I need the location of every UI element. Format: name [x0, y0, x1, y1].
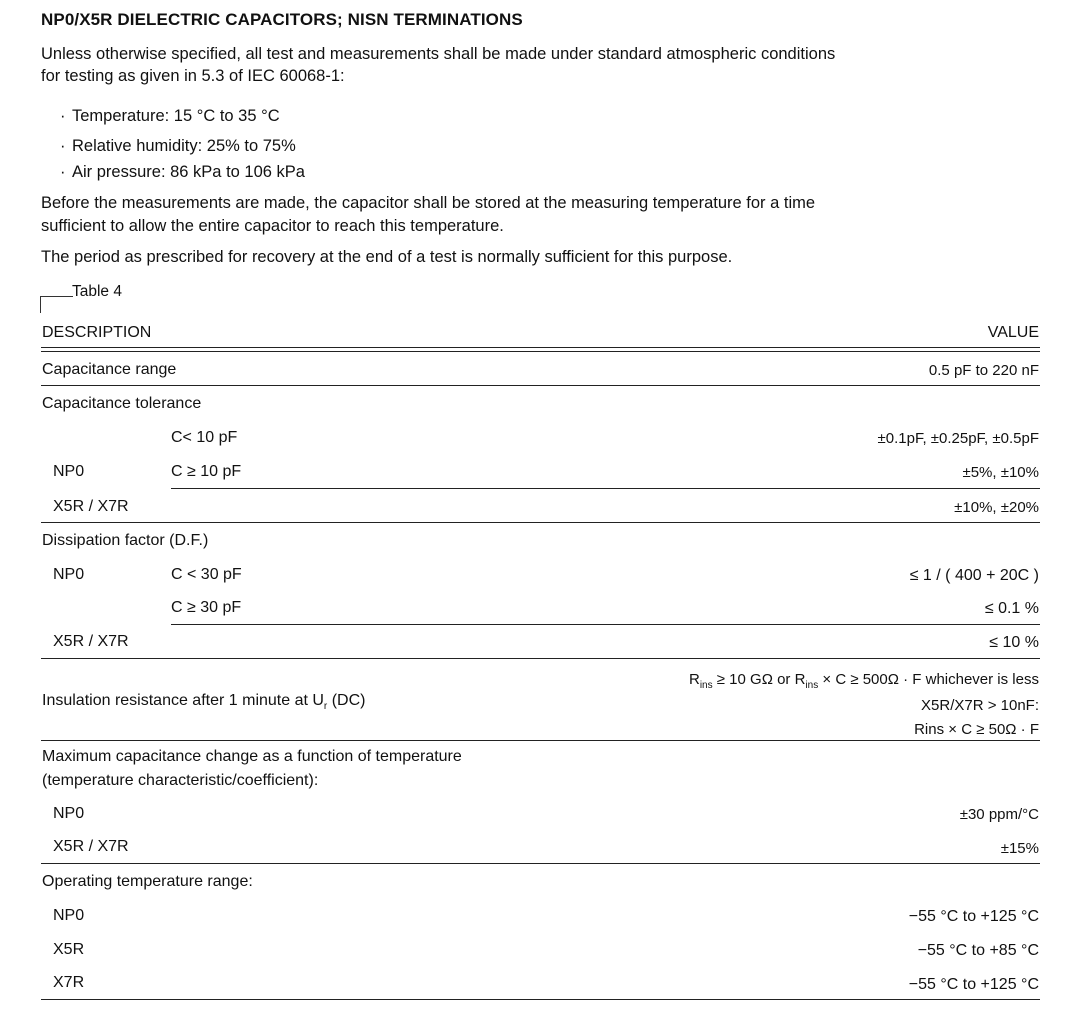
- condition-text: Relative humidity: 25% to 75%: [72, 137, 296, 155]
- recovery-text: The period as prescribed for recovery at the end of a test is normally sufficient for this purpose.: [41, 248, 733, 266]
- operating-range-group: X5R: [53, 941, 85, 958]
- operating-range-value: −55 °C to +125 °C: [908, 976, 1039, 993]
- capacitance-range-value: 0.5 pF to 220 nF: [928, 362, 1039, 379]
- table-caption: Table 4: [72, 283, 122, 300]
- temp-coefficient-label-line-2: (temperature characteristic/coefficient):: [42, 772, 319, 789]
- capacitance-range-label: Capacitance range: [42, 361, 177, 378]
- header-rule: [41, 347, 1040, 348]
- operating-range-group: X7R: [53, 974, 85, 991]
- intro-line-1: Unless otherwise specified, all test and measurements shall be made under standard atmospheric conditions: [41, 45, 836, 63]
- capacitance-tolerance-label: Capacitance tolerance: [42, 395, 202, 412]
- temp-coefficient-label-line-1: Maximum capacitance change as a function of temperature: [42, 748, 462, 765]
- dissipation-group: X5R / X7R: [53, 633, 129, 650]
- document-title: NP0/X5R DIELECTRIC CAPACITORS; NISN TERMINATIONS: [41, 10, 523, 29]
- insulation-label-prefix: Insulation resistance after 1 minute at U: [42, 692, 324, 709]
- dissipation-condition: C ≥ 30 pF: [171, 599, 242, 616]
- bullet-dot-icon: ·: [60, 107, 66, 125]
- insulation-value-end: × C ≥ 500Ω · F whichever is less: [818, 671, 1039, 688]
- temp-coefficient-value: ±30 ppm/°C: [959, 806, 1039, 823]
- tolerance-group: X5R / X7R: [53, 498, 129, 515]
- insulation-resistance-label: [42, 691, 365, 717]
- tolerance-value: ±5%, ±10%: [962, 464, 1039, 481]
- caption-bracket: [40, 296, 73, 313]
- operating-range-group: NP0: [53, 907, 85, 924]
- insulation-r-subscript: ins: [699, 680, 713, 691]
- dissipation-value: ≤ 1 / ( 400 + 20C ): [909, 567, 1039, 584]
- tolerance-group: NP0: [53, 463, 85, 480]
- dissipation-group: NP0: [53, 566, 85, 583]
- condition-item: [60, 105, 280, 127]
- row-divider: [41, 863, 1040, 864]
- condition-item: [60, 135, 296, 157]
- tolerance-value: ±0.1pF, ±0.25pF, ±0.5pF: [877, 430, 1039, 447]
- operating-range-value: −55 °C to +125 °C: [908, 908, 1039, 925]
- table-bottom-rule: [41, 999, 1040, 1000]
- temp-coefficient-group: X5R / X7R: [53, 838, 129, 855]
- temp-coefficient-value: ±15%: [1000, 840, 1039, 857]
- insulation-label-suffix: (DC): [327, 692, 366, 709]
- row-divider: [41, 740, 1040, 741]
- tolerance-condition: C< 10 pF: [171, 429, 238, 446]
- row-divider: [41, 522, 1040, 523]
- operating-range-label: Operating temperature range:: [42, 873, 253, 890]
- temp-coefficient-group: NP0: [53, 805, 85, 822]
- condition-item: [60, 161, 305, 183]
- insulation-label-subscript: r: [323, 701, 328, 713]
- partial-divider: [171, 624, 1040, 625]
- dissipation-value: ≤ 10 %: [989, 634, 1039, 651]
- row-divider: [41, 658, 1040, 659]
- insulation-value-line-1: [689, 670, 1039, 696]
- bullet-dot-icon: ·: [60, 137, 66, 155]
- condition-text: Air pressure: 86 kPa to 106 kPa: [72, 163, 305, 181]
- dissipation-value: ≤ 0.1 %: [984, 600, 1039, 617]
- insulation-r-symbol: R: [688, 671, 700, 688]
- condition-text: Temperature: 15 °C to 35 °C: [72, 107, 280, 125]
- dissipation-factor-label: Dissipation factor (D.F.): [42, 532, 209, 549]
- operating-range-value: −55 °C to +85 °C: [917, 942, 1039, 959]
- insulation-value-mid: ≥ 10 GΩ or R: [712, 671, 806, 688]
- tolerance-condition: C ≥ 10 pF: [171, 463, 242, 480]
- tolerance-value: ±10%, ±20%: [954, 499, 1039, 516]
- insulation-value-line-3: Rins × C ≥ 50Ω · F: [914, 721, 1039, 738]
- insulation-r-subscript: ins: [805, 680, 819, 691]
- partial-divider: [171, 488, 1040, 489]
- storage-line-1: Before the measurements are made, the capacitor shall be stored at the measuring temperature for a time: [41, 194, 816, 212]
- insulation-value-line-2: X5R/X7R > 10nF:: [921, 697, 1039, 714]
- storage-line-2: sufficient to allow the entire capacitor to reach this temperature.: [41, 217, 504, 235]
- header-value: VALUE: [987, 324, 1039, 341]
- bullet-dot-icon: ·: [60, 163, 66, 181]
- row-divider: [41, 385, 1040, 386]
- dissipation-condition: C < 30 pF: [171, 566, 242, 583]
- header-description: DESCRIPTION: [42, 324, 152, 341]
- intro-line-2: for testing as given in 5.3 of IEC 60068-1:: [41, 67, 345, 85]
